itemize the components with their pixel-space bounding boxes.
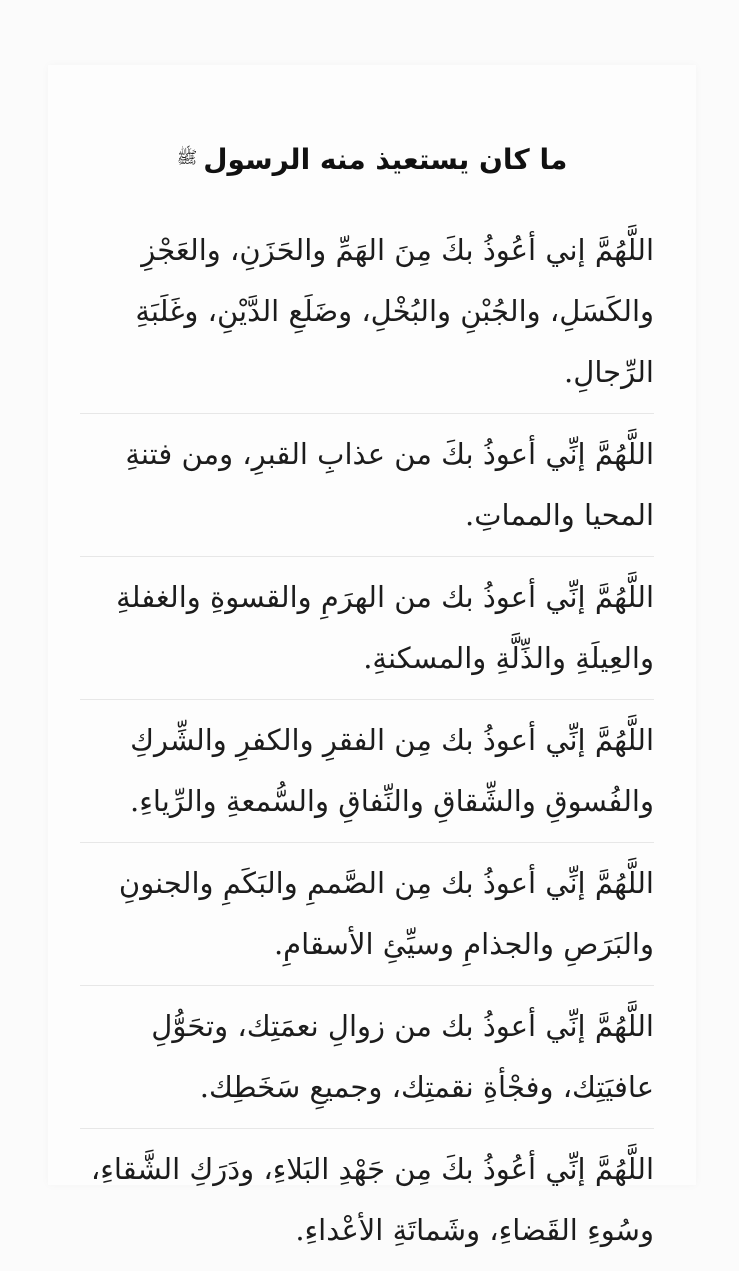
dua-line: اللَّهُمَّ إنِّي أعوذُ بك مِن الصَّممِ والبَكَمِ والجنونِ <box>118 866 654 900</box>
dua-block-7 <box>80 1129 654 1271</box>
dua-line: عافيَتِك، وفجْأةِ نقمتِك، وجميعِ سَخَطِك. <box>199 1070 654 1104</box>
document-page <box>48 65 696 1247</box>
dua-line: والفُسوقِ والشِّقاقِ والنِّفاقِ والسُّمعةِ والرِّياءِ. <box>130 784 654 818</box>
dua-line: وسُوءِ القَضاءِ، وشَماتَةِ الأعْداءِ. <box>295 1213 654 1247</box>
dua-block-3 <box>80 557 654 700</box>
dua-block-5 <box>80 843 654 986</box>
dua-line: اللَّهُمَّ إنِّي أعوذُ بكَ من عذابِ القبرِ، ومن فتنةِ <box>125 437 654 471</box>
honorific-mark: ﷺ <box>176 148 198 168</box>
dua-line: والكَسَلِ، والجُبْنِ والبُخْلِ، وضَلَعِ الدَّيْنِ، وغَلَبَةِ <box>135 294 654 328</box>
dua-line: اللَّهُمَّ إنِّي أعوذُ بك من زوالِ نعمَتِك، وتحَوُّلِ <box>151 1009 654 1043</box>
dua-line: الرِّجالِ. <box>564 355 654 389</box>
page-title <box>48 143 696 176</box>
dua-line: المحيا والمماتِ. <box>465 498 654 532</box>
dua-line: اللَّهُمَّ إني أعُوذُ بكَ مِنَ الهَمِّ والحَزَنِ، والعَجْزِ <box>141 233 654 267</box>
dua-line: اللَّهُمَّ إنِّي أعُوذُ بكَ مِن جَهْدِ البَلاءِ، ودَرَكِ الشَّقاءِ، <box>90 1152 654 1186</box>
dua-line: والبَرَصِ والجذامِ وسيِّئِ الأسقامِ. <box>273 927 654 961</box>
dua-block-4 <box>80 700 654 843</box>
dua-block-6 <box>80 986 654 1129</box>
dua-line: والعِيلَةِ والذِّلَّةِ والمسكنةِ. <box>363 641 654 675</box>
dua-list <box>80 210 654 1271</box>
dua-line: اللَّهُمَّ إنِّي أعوذُ بك مِن الفقرِ والكفرِ والشِّركِ <box>130 723 654 757</box>
dua-line: اللَّهُمَّ إنِّي أعوذُ بك من الهرَمِ والقسوةِ والغفلةِ <box>116 580 654 614</box>
page-title-text: ما كان يستعيذ منه الرسول <box>203 143 568 176</box>
dua-block-1 <box>80 210 654 414</box>
dua-block-2 <box>80 414 654 557</box>
